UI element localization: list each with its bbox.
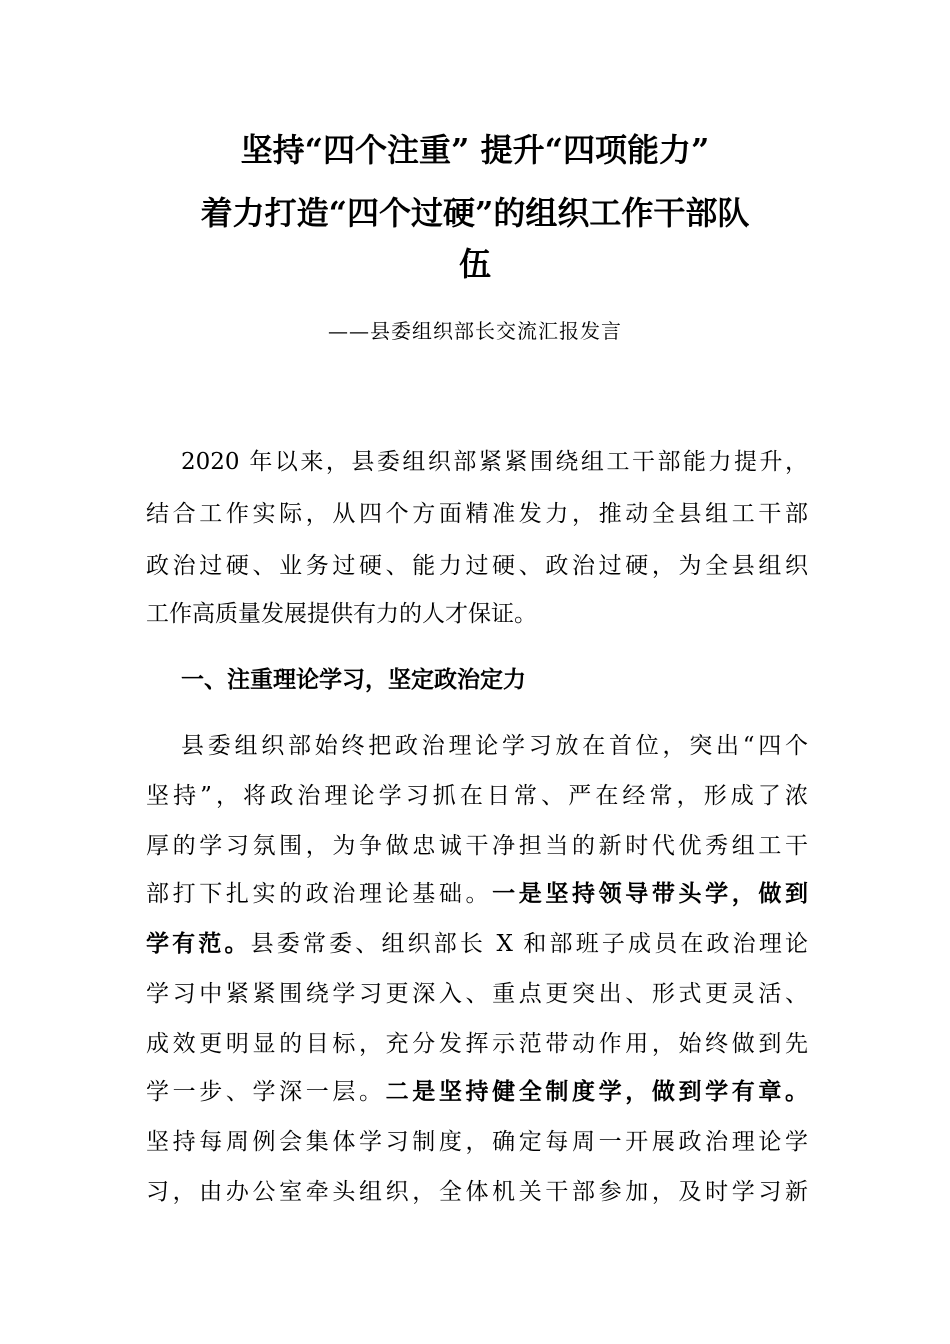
section-1-line-5-text: 县委常委、组织部长 X 和部班子成员在政治理论 xyxy=(250,931,808,957)
intro-line-4: 工作高质量发展提供有力的人才保证。 xyxy=(146,601,537,627)
section-1-line-1: 县委组织部始终把政治理论学习放在首位，突出“四个 xyxy=(181,733,808,759)
section-1-line-7: 成效更明显的目标，充分发挥示范带动作用，始终做到先 xyxy=(146,1031,808,1057)
section-1-line-2: 坚持”，将政治理论学习抓在日常、严在经常，形成了浓 xyxy=(146,783,808,809)
title-line-1: 坚持“四个注重” 提升“四项能力” xyxy=(240,131,710,169)
section-1-point-2-heading: 二是坚持健全制度学，做到学有章。 xyxy=(385,1078,808,1105)
section-1-line-6: 学习中紧紧围绕学习更深入、重点更突出、形式更灵活、 xyxy=(146,981,808,1007)
title-line-3: 伍 xyxy=(458,245,491,283)
intro-line-3: 政治过硬、业务过硬、能力过硬、政治过硬，为全县组织 xyxy=(146,553,808,579)
section-1-line-3: 厚的学习氛围，为争做忠诚干净担当的新时代优秀组工干 xyxy=(146,833,808,859)
section-1-line-8 xyxy=(146,1076,808,1108)
subtitle: ——县委组织部长交流汇报发言 xyxy=(328,319,622,343)
intro-line-1: 2020 年以来，县委组织部紧紧围绕组工干部能力提升， xyxy=(181,449,808,475)
section-1-line-9: 坚持每周例会集体学习制度，确定每周一开展政治理论学 xyxy=(146,1129,808,1155)
section-1-line-10: 习，由办公室牵头组织，全体机关干部参加，及时学习新 xyxy=(146,1179,808,1205)
section-1-line-8-text: 学一步、学深一层。 xyxy=(146,1079,386,1105)
title-line-2: 着力打造“四个过硬”的组织工作干部队 xyxy=(200,194,750,232)
section-1-line-5 xyxy=(146,928,808,960)
section-1-heading: 一、注重理论学习，坚定政治定力 xyxy=(181,667,526,693)
section-1-line-4-text: 部打下扎实的政治理论基础。 xyxy=(146,881,493,907)
section-1-line-4 xyxy=(146,878,808,910)
section-1-point-1-heading-end: 学有范。 xyxy=(146,930,251,957)
section-1-point-1-heading: 一是坚持领导带头学，做到 xyxy=(492,880,808,907)
intro-line-2: 结合工作实际，从四个方面精准发力，推动全县组工干部 xyxy=(146,501,808,527)
